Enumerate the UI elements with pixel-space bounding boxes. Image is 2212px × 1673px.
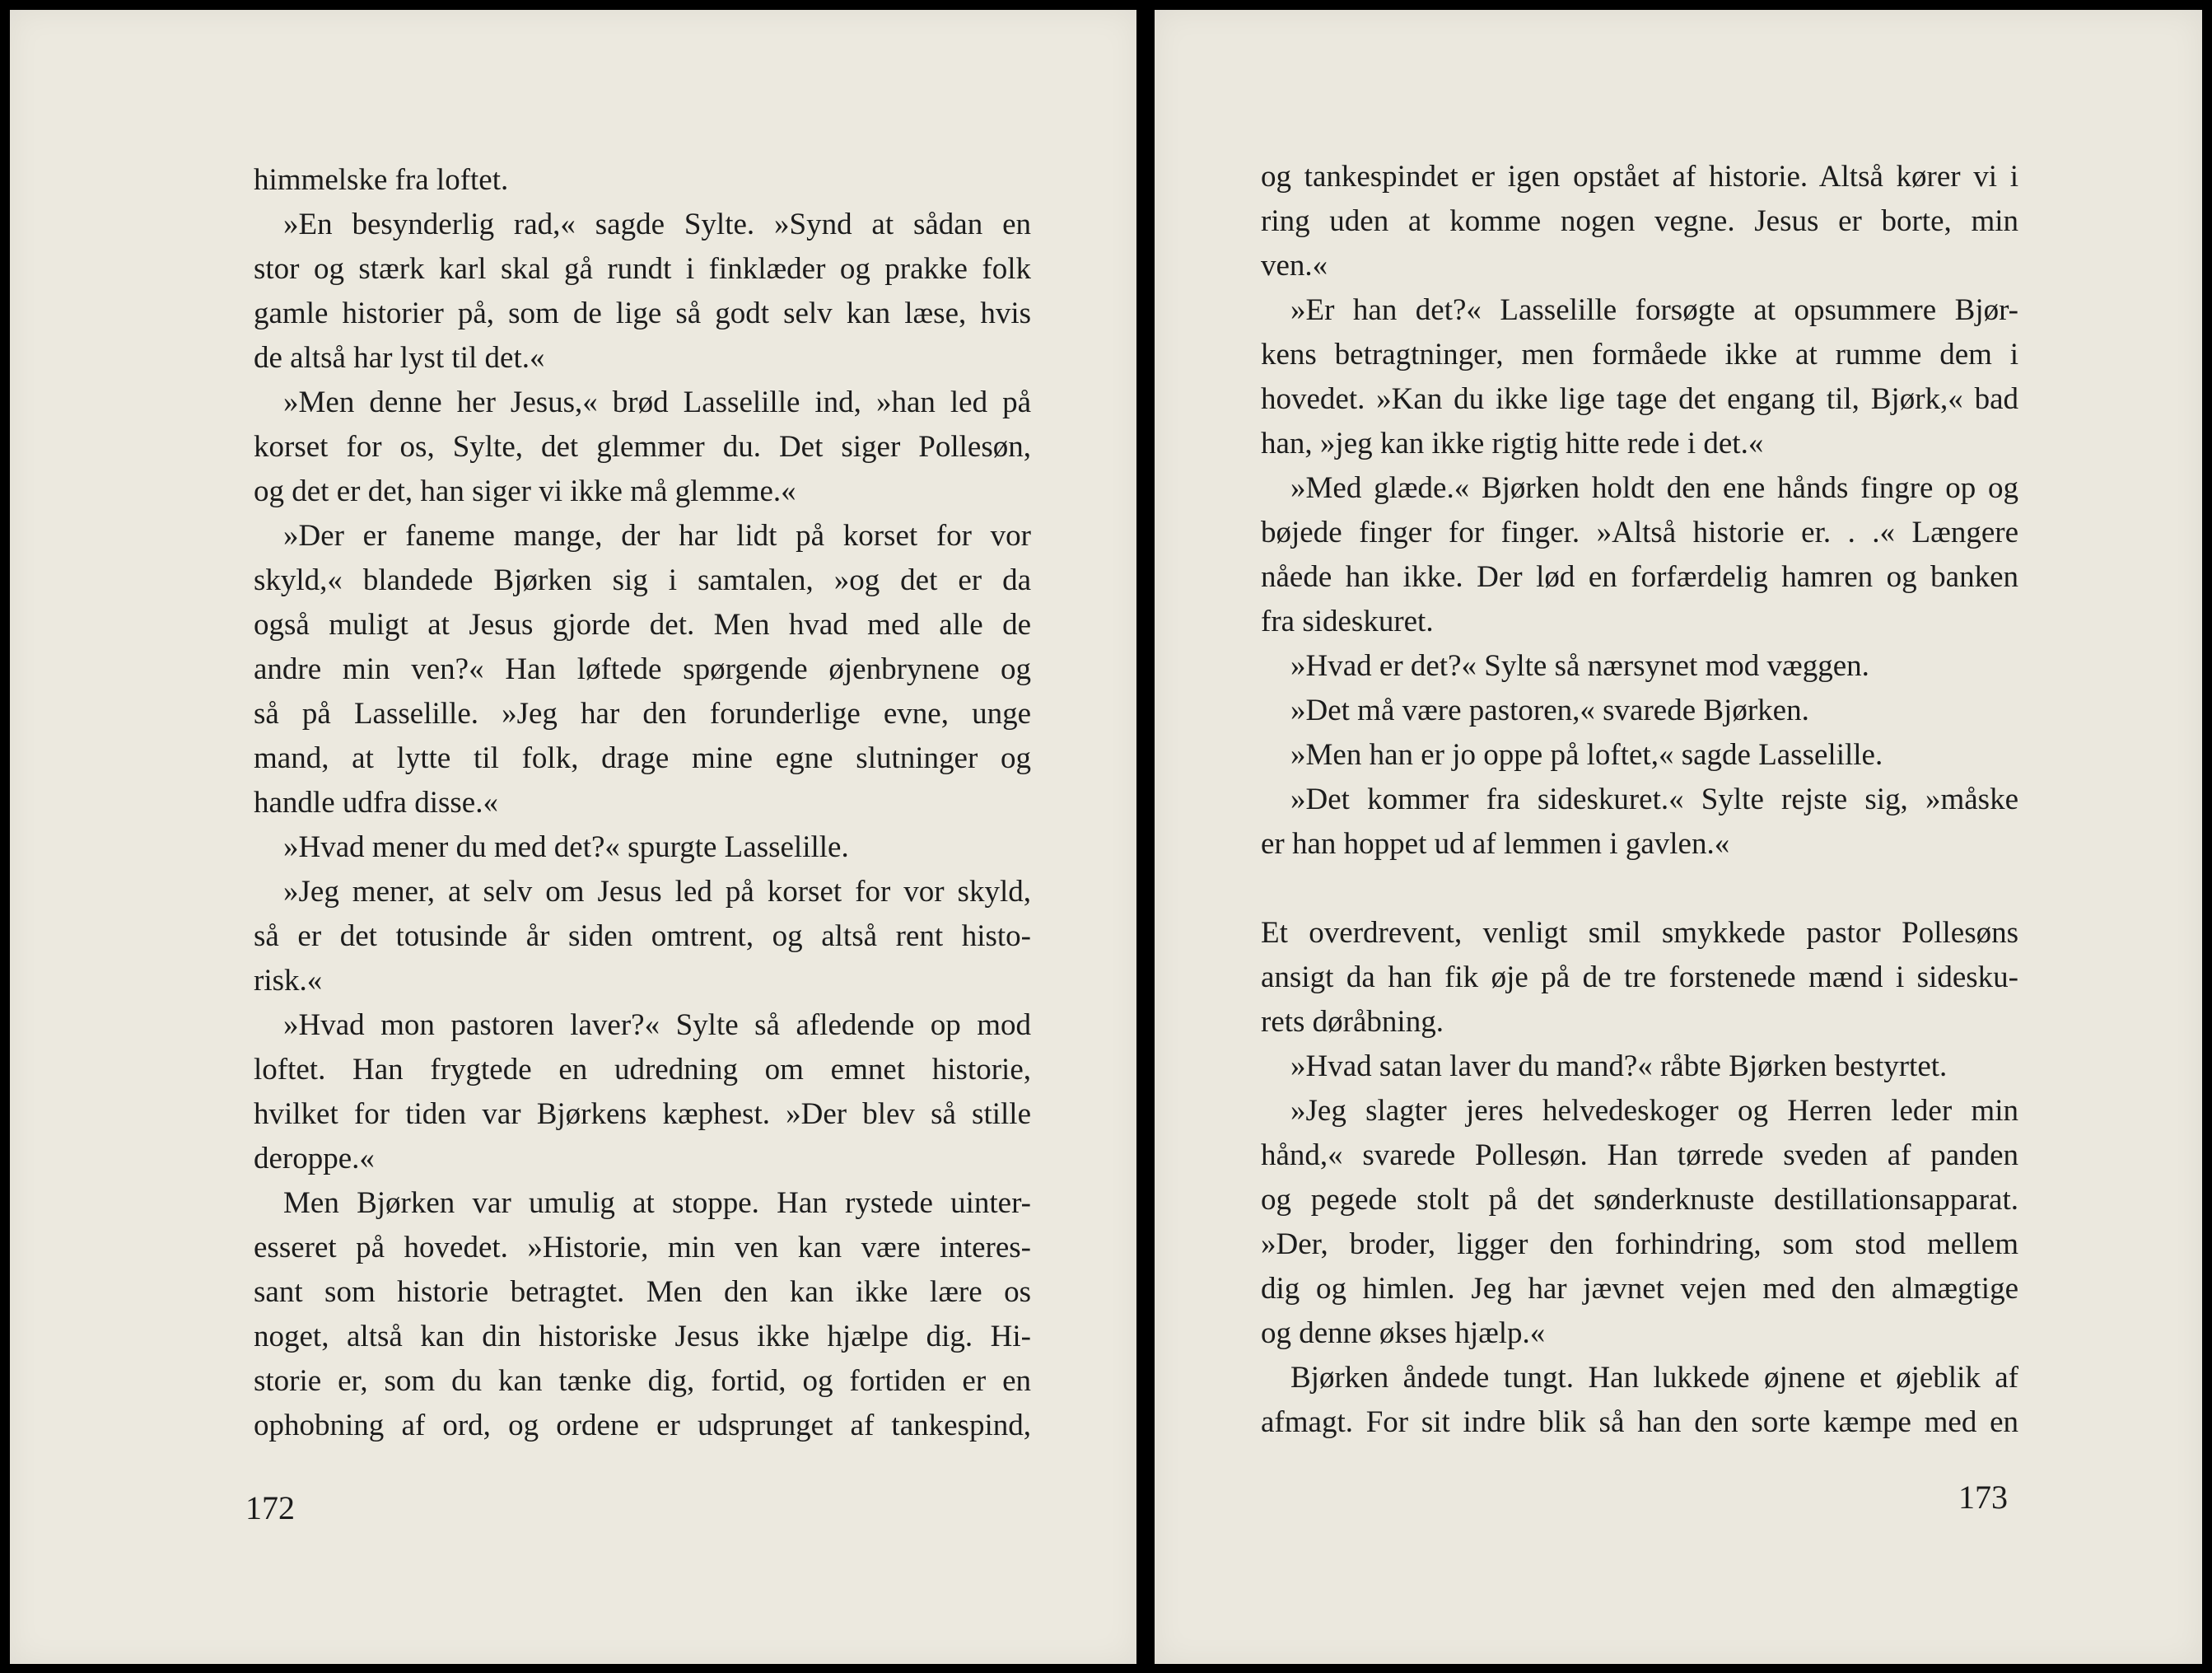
- text-line: storie er, som du kan tænke dig, fortid, og fortiden er en: [254, 1364, 1031, 1398]
- text-line: dig og himlen. Jeg har jævnet vejen med den almægtige: [1261, 1272, 2018, 1306]
- text-line: afmagt. For sit indre blik så han den sorte kæmpe med en: [1261, 1405, 2018, 1439]
- text-line: »Jeg slagter jeres helvedeskoger og Herren leder min: [1290, 1094, 2018, 1128]
- text-line: så er det totusinde år siden omtrent, og altså rent histo-: [254, 919, 1031, 953]
- text-line: hovedet. »Kan du ikke lige tage det engang til, Bjørk,« bad: [1261, 382, 2018, 416]
- section-break: [1261, 867, 2018, 911]
- text-line: esseret på hovedet. »Historie, min ven kan være interes-: [254, 1231, 1031, 1264]
- text-line: »Er han det?« Lasselille forsøgte at opsummere Bjør-: [1290, 293, 2018, 327]
- text-line: »Men han er jo oppe på loftet,« sagde Lasselille.: [1290, 738, 1883, 772]
- left-page-text: [254, 158, 1031, 1448]
- text-line: »Men denne her Jesus,« brød Lasselille ind, »han led på: [283, 386, 1031, 419]
- text-line: bøjede finger for finger. »Altså historie er. . .« Længere: [1261, 516, 2018, 549]
- text-line: og denne økses hjælp.«: [1261, 1316, 1546, 1350]
- text-line: Men Bjørken var umulig at stoppe. Han rystede uinter-: [283, 1186, 1031, 1220]
- text-line: gamle historier på, som de lige så godt selv kan læse, hvis: [254, 297, 1031, 330]
- text-line: så på Lasselille. »Jeg har den forunderlige evne, unge: [254, 697, 1031, 731]
- text-line: »Det må være pastoren,« svarede Bjørken.: [1290, 694, 1809, 727]
- text-line: Bjørken åndede tungt. Han lukkede øjnene et øjeblik af: [1290, 1361, 2018, 1395]
- text-line: noget, altså kan din historiske Jesus ikke hjælpe dig. Hi-: [254, 1320, 1031, 1353]
- text-line: er han hoppet ud af lemmen i gavlen.«: [1261, 827, 1730, 861]
- text-line: skyld,« blandede Bjørken sig i samtalen, »og det er da: [254, 563, 1031, 597]
- text-line: handle udfra disse.«: [254, 786, 498, 820]
- right-page-text: [1261, 155, 2018, 1445]
- text-line: »Hvad satan laver du mand?« råbte Bjørken bestyrtet.: [1290, 1049, 1948, 1083]
- text-line: nåede han ikke. Der lød en forfærdelig hamren og banken: [1261, 560, 2018, 594]
- text-line: »Det kommer fra sideskuret.« Sylte rejste sig, »måske: [1290, 783, 2018, 816]
- text-line: »Hvad mener du med det?« spurgte Lasselille.: [283, 830, 849, 864]
- text-line: andre min ven?« Han løftede spørgende øjenbrynene og: [254, 652, 1031, 686]
- text-line: og pegede stolt på det sønderknuste destillationsapparat.: [1261, 1183, 2018, 1217]
- text-line: loftet. Han frygtede en udredning om emnet historie,: [254, 1053, 1031, 1087]
- text-line: risk.«: [254, 964, 323, 998]
- page-number-left: 172: [245, 1489, 295, 1526]
- left-page: [10, 10, 1136, 1664]
- text-line: rets døråbning.: [1261, 1005, 1444, 1039]
- text-line: Et overdrevent, venligt smil smykkede pastor Pollesøns: [1261, 916, 2018, 950]
- text-line: korset for os, Sylte, det glemmer du. Det siger Pollesøn,: [254, 430, 1031, 464]
- text-line: de altså har lyst til det.«: [254, 341, 545, 375]
- text-line: »Der, broder, ligger den forhindring, som stod mellem: [1261, 1227, 2018, 1261]
- text-line: hånd,« svarede Pollesøn. Han tørrede sveden af panden: [1261, 1138, 2018, 1172]
- text-line: ansigt da han fik øje på de tre forstenede mænd i sidesku-: [1261, 960, 2018, 994]
- text-line: mand, at lytte til folk, drage mine egne slutninger og: [254, 741, 1031, 775]
- text-line: ring uden at komme nogen vegne. Jesus er borte, min: [1261, 204, 2018, 238]
- text-line: og tankespindet er igen opstået af historie. Altså kører vi i: [1261, 160, 2018, 194]
- text-line: og det er det, han siger vi ikke må glemme.«: [254, 474, 796, 508]
- text-line: hvilket for tiden var Bjørkens kæphest. »Der blev så stille: [254, 1097, 1031, 1131]
- text-line: stor og stærk karl skal gå rundt i finklæder og prakke folk: [254, 252, 1031, 286]
- text-line: han, »jeg kan ikke rigtig hitte rede i det.«: [1261, 427, 1764, 460]
- text-line: »Der er faneme mange, der har lidt på korset for vor: [283, 519, 1031, 553]
- text-line: kens betragtninger, men formåede ikke at rumme dem i: [1261, 338, 2018, 372]
- text-line: »Med glæde.« Bjørken holdt den ene hånds fingre op og: [1290, 471, 2018, 505]
- text-line: »Hvad er det?« Sylte så nærsynet mod væggen.: [1290, 649, 1869, 683]
- text-line: »En besynderlig rad,« sagde Sylte. »Synd at sådan en: [283, 208, 1031, 241]
- text-line: fra sideskuret.: [1261, 605, 1434, 638]
- text-line: deroppe.«: [254, 1142, 375, 1175]
- text-line: sant som historie betragtet. Men den kan ikke lære os: [254, 1275, 1031, 1309]
- text-line: ven.«: [1261, 249, 1328, 283]
- page-number-right: 173: [1958, 1479, 2008, 1516]
- text-line: »Jeg mener, at selv om Jesus led på korset for vor skyld,: [283, 875, 1031, 909]
- text-line: himmelske fra loftet.: [254, 163, 509, 197]
- text-line: »Hvad mon pastoren laver?« Sylte så afledende op mod: [283, 1008, 1031, 1042]
- text-line: ophobning af ord, og ordene er udsprunget af tankespind,: [254, 1409, 1031, 1442]
- right-page: [1155, 10, 2202, 1664]
- text-line: også muligt at Jesus gjorde det. Men hvad med alle de: [254, 608, 1031, 642]
